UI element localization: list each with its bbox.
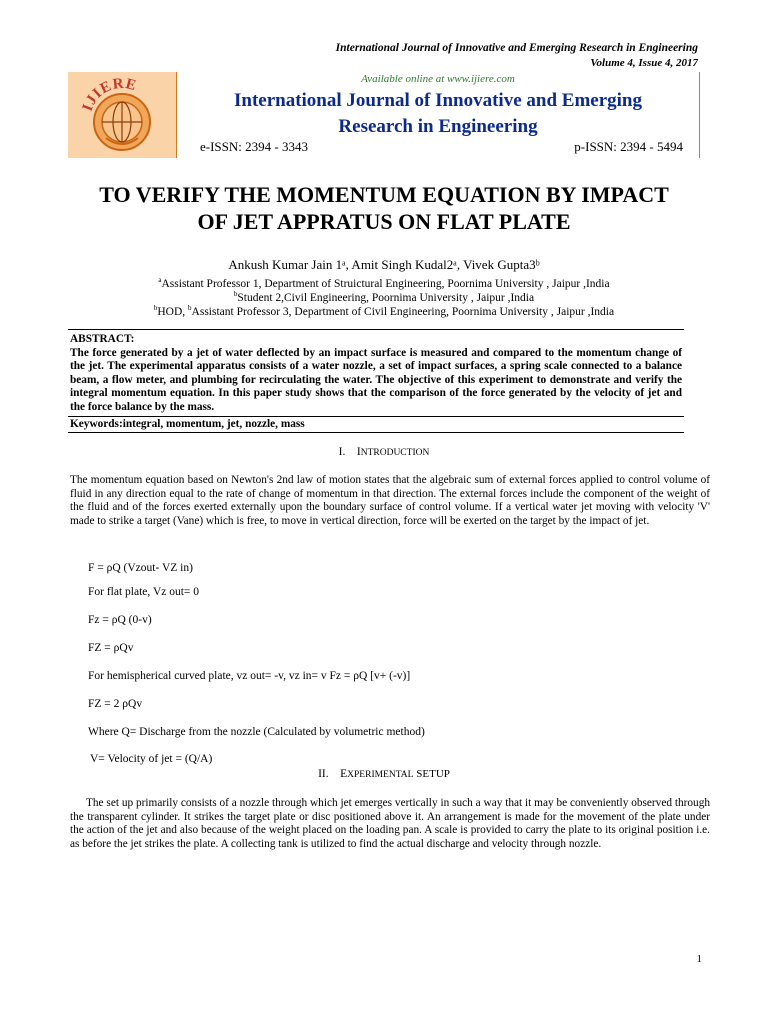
ijiere-logo-icon bbox=[76, 76, 168, 154]
section-title-tail: SETUP bbox=[416, 768, 450, 780]
equation-4: FZ = ρQv bbox=[88, 642, 134, 654]
abstract bbox=[70, 333, 682, 415]
affiliation-marker: b bbox=[188, 304, 192, 312]
abstract-bottom-rule bbox=[68, 432, 684, 433]
abstract-heading: ABSTRACT: bbox=[70, 333, 135, 345]
section-title-initial: E bbox=[340, 768, 348, 780]
affiliation-marker: b bbox=[153, 304, 158, 312]
equation-6: FZ = 2 ρQv bbox=[88, 698, 143, 710]
paper-title-line1: TO VERIFY THE MOMENTUM EQUATION BY IMPACT bbox=[99, 182, 669, 207]
journal-title-line2: Research in Engineering bbox=[338, 116, 538, 137]
abstract-body: The force generated by a jet of water deflected by an impact surface is measured and compared to the momentum change of the jet. The experimental apparatus consists of a water nozzle, a set of impact surfaces, a spring scale connected to a balance beam, a flow meter, and plumbing for recirculating the water. The objective of this experiment to demonstrate and verify the integral momentum equation. In this paper study shows that the comparison of the force generated by the velocity of jet and the force balance by the mass. bbox=[70, 346, 682, 413]
equation-3: Fz = ρQ (0-v) bbox=[88, 614, 152, 626]
section-numeral: I. bbox=[338, 446, 346, 458]
section-title-initial: I bbox=[356, 446, 361, 458]
volume-issue: Volume 4, Issue 4, 2017 bbox=[590, 57, 698, 69]
paper-title bbox=[60, 181, 708, 235]
affiliation-text: HOD, bbox=[157, 305, 189, 318]
affiliation-marker: a bbox=[158, 276, 162, 284]
equation-8: V= Velocity of jet = (Q/A) bbox=[90, 753, 213, 765]
available-online: Available online at www.ijiere.com bbox=[361, 73, 515, 85]
section-title-rest: XPERIMENTAL bbox=[347, 770, 414, 780]
equation-1: F = ρQ (Vzout- VZ in) bbox=[88, 562, 193, 574]
affiliation-text: Student 2,Civil Engineering, Poornima University , Jaipur ,India bbox=[237, 291, 535, 304]
pissn: p-ISSN: 2394 - 5494 bbox=[574, 139, 683, 154]
affiliation-text: Assistant Professor 3, Department of Civil Engineering, Poornima University , Jaipur ,India bbox=[191, 305, 615, 318]
journal-title-line1: International Journal of Innovative and Emerging bbox=[233, 90, 642, 111]
journal-title bbox=[177, 88, 699, 140]
setup-paragraph: The set up primarily consists of a nozzle through which jet emerges vertically in such a way that it may be conveniently observed through the transparent cylinder. It strikes the target plate or disc positioned above it. An arrangement is made for the movement of the plate under the action of the jet and also because of the weight placed on the loading pan. A scale is provided to carry the plate to its original position i.e. as before the jet strikes the plate. A collecting tank is utilized to find the actual discharge and velocity through nozzle. bbox=[70, 797, 710, 850]
section-title-rest: NTRODUCTION bbox=[360, 448, 430, 458]
affiliation-marker: b bbox=[233, 290, 238, 298]
section-heading-introduction bbox=[0, 446, 768, 458]
author-list: Ankush Kumar Jain 1ᵃ, Amit Singh Kudal2ᵃ, Vivek Gupta3ᵇ bbox=[228, 257, 540, 272]
equation-7: Where Q= Discharge from the nozzle (Calculated by volumetric method) bbox=[88, 726, 425, 738]
intro-paragraph: The momentum equation based on Newton's 2nd law of motion states that the algebraic sum of external forces applied to control volume of fluid in any direction equal to the rate of change of momentum in that direction. The external forces include the component of the weight of the fluid and of the forces exerted externally upon the boundary surface of control volume. If a vertical water jet moving with velocity 'V' made to strike a target (Vane) which is free, to move in vertical direction, force will be exerted on the target by the impact of jet. bbox=[70, 474, 710, 527]
page-number: 1 bbox=[696, 953, 702, 965]
equation-5: For hemispherical curved plate, vz out= -v, vz in= v Fz = ρQ [v+ (-v)] bbox=[88, 670, 411, 682]
running-head: International Journal of Innovative and Emerging Research in Engineering bbox=[335, 42, 698, 54]
keywords: Keywords:integral, momentum, jet, nozzle, mass bbox=[70, 418, 305, 430]
affiliation-2 bbox=[60, 290, 708, 304]
affiliation-1 bbox=[60, 276, 708, 290]
equation-2: For flat plate, Vz out= 0 bbox=[88, 586, 200, 598]
section-numeral: II. bbox=[318, 768, 329, 780]
affiliation-text: Assistant Professor 1, Department of Struictural Engineering, Poornima University , Jaipur ,India bbox=[161, 277, 610, 290]
abstract-mid-rule bbox=[68, 416, 684, 417]
affiliation-3 bbox=[60, 304, 708, 318]
abstract-top-rule bbox=[68, 329, 684, 330]
logo-lettering: IJIERE bbox=[79, 76, 139, 114]
section-heading-setup bbox=[0, 768, 768, 780]
eissn: e-ISSN: 2394 - 3343 bbox=[200, 139, 308, 154]
paper-title-line2: OF JET APPRATUS ON FLAT PLATE bbox=[197, 209, 571, 234]
